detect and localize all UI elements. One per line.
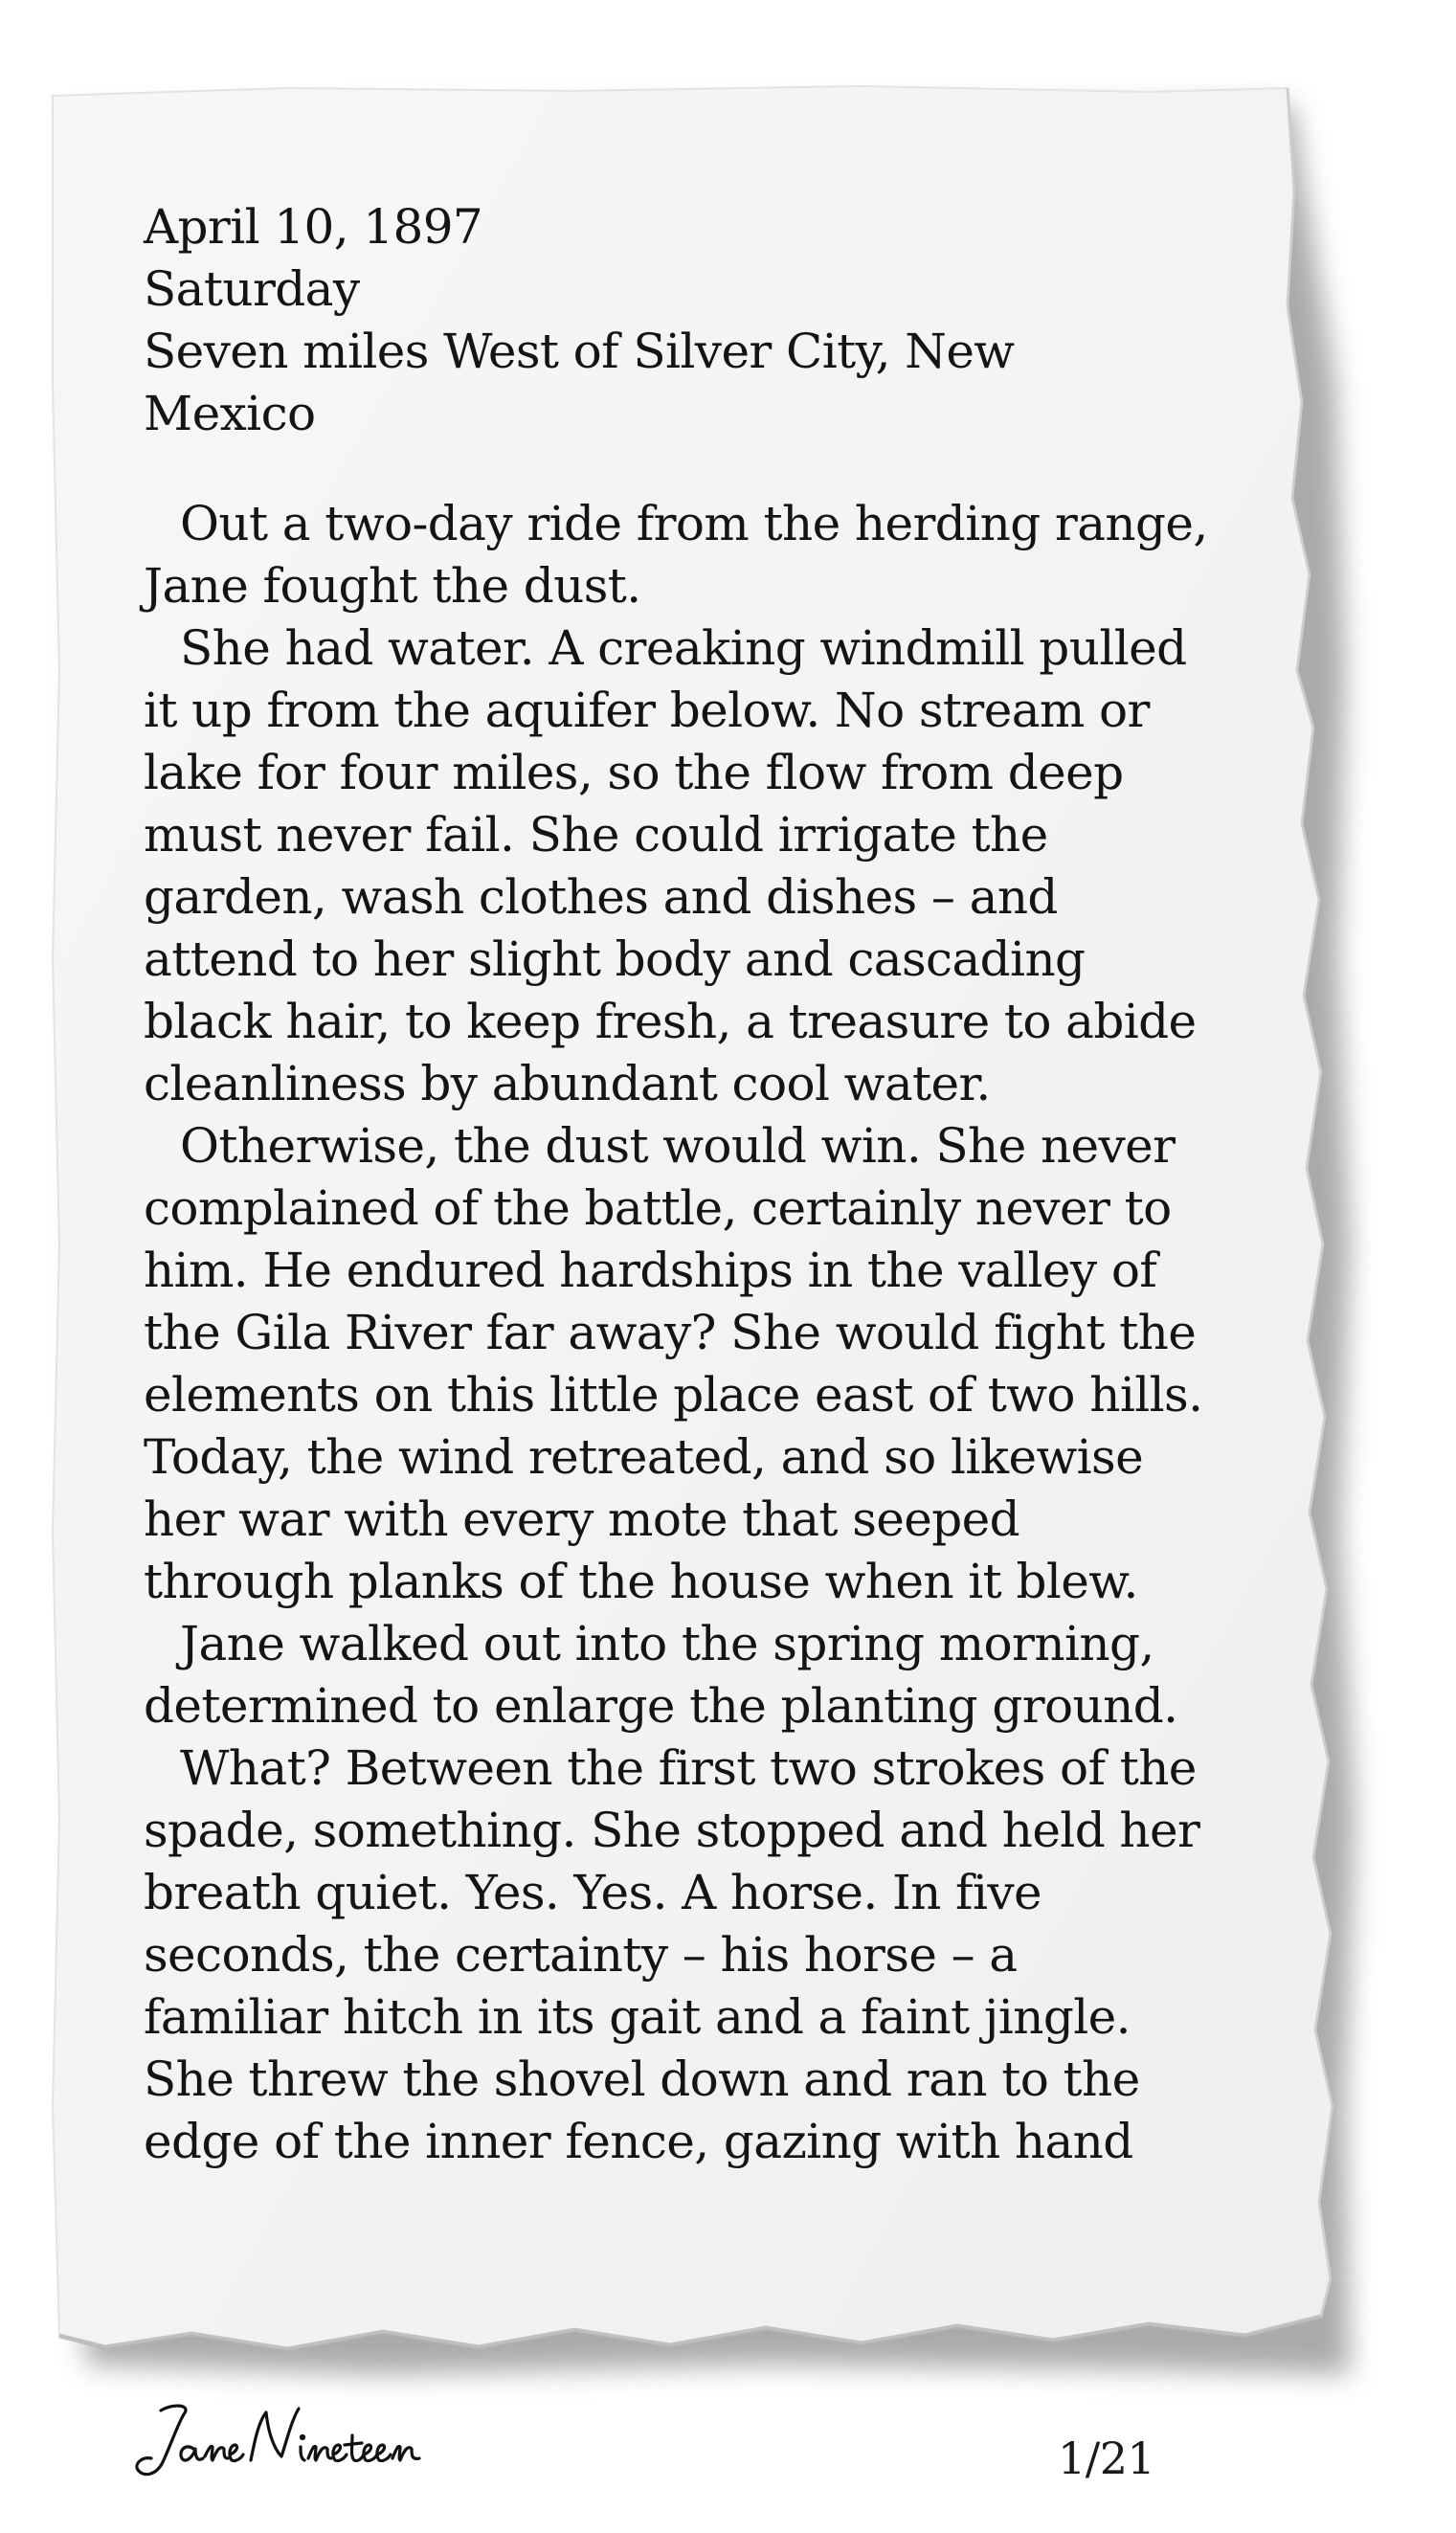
entry-weekday: Saturday [144,261,360,317]
entry-text-line: Otherwise, the dust would win. She never [180,1118,1176,1174]
entry-text-line: spade, something. She stopped and held her [144,1803,1200,1858]
entry-date: April 10, 1897 [144,199,483,255]
entry-text-line: her war with every mote that seeped [144,1491,1020,1547]
entry-text-line: edge of the inner fence, gazing with hand [144,2114,1133,2169]
page-number: 1/21 [1058,2432,1155,2484]
entry-location-line: Mexico [144,386,316,441]
entry-text-line: Jane walked out into the spring morning, [180,1616,1154,1671]
entry-text-line: familiar hitch in its gait and a faint jingle. [144,1989,1131,2045]
entry-text-line: She had water. A creaking windmill pulled [180,620,1187,676]
entry-text-line: lake for four miles, so the flow from deep [144,745,1124,800]
entry-text-line: attend to her slight body and cascading [144,931,1086,987]
entry-text-line: garden, wash clothes and dishes – and [144,869,1058,925]
entry-text-line: elements on this little place east of two hills. [144,1367,1203,1423]
entry-text-line: complained of the battle, certainly never to [144,1180,1172,1236]
entry-body [144,493,1244,2173]
entry-text-line: seconds, the certainty – his horse – a [144,1927,1018,1983]
entry-text-line: Today, the wind retreated, and so likewise [144,1429,1144,1485]
entry-text-line: What? Between the first two strokes of the [180,1740,1197,1796]
entry-text-line: it up from the aquifer below. No stream or [144,683,1150,738]
entry-text-line: must never fail. She could irrigate the [144,807,1048,863]
entry-location-line: Seven miles West of Silver City, New [144,324,1015,379]
signature-jane-nineteen [124,2393,450,2499]
entry-text-line: Out a two-day ride from the herding range, [180,496,1208,551]
entry-text-line: him. He endured hardships in the valley of [144,1243,1157,1298]
paragraph-gap [144,445,1244,493]
entry-text-line: breath quiet. Yes. Yes. A horse. In five [144,1865,1042,1920]
entry-text-line: determined to enlarge the planting ground. [144,1678,1178,1734]
entry-text-line: She threw the shovel down and ran to the [144,2051,1140,2107]
entry-text-line: Jane fought the dust. [144,558,641,614]
diary-entry [144,196,1244,2173]
entry-text-line: through planks of the house when it blew. [144,1554,1138,1609]
entry-text-line: black hair, to keep fresh, a treasure to abide [144,994,1197,1049]
entry-text-line: the Gila River far away? She would fight the [144,1305,1197,1360]
entry-text-line: cleanliness by abundant cool water. [144,1056,991,1111]
